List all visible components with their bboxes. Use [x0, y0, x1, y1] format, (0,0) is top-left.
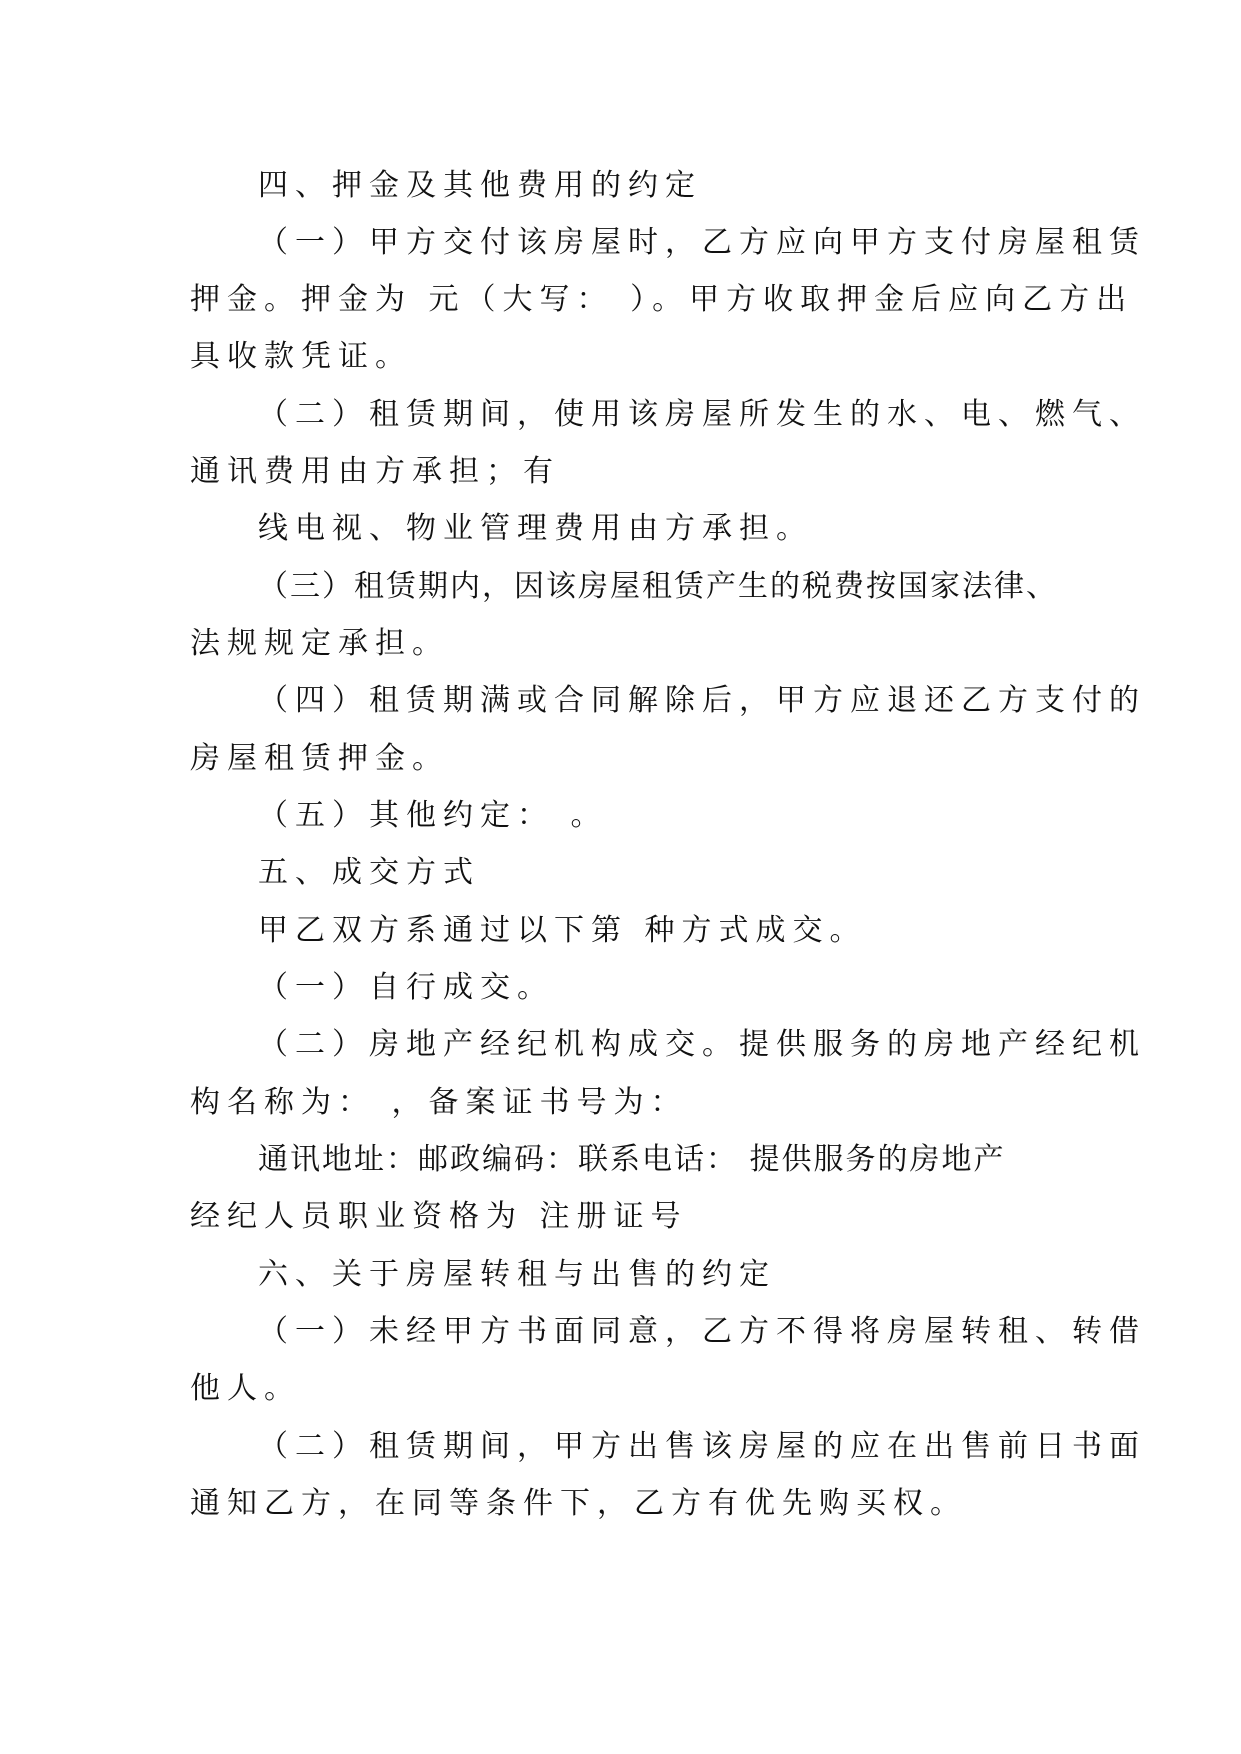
paragraph-line: （二）租赁期间，使用该房屋所发生的水、电、燃气、: [258, 397, 1146, 432]
paragraph-line: 通知乙方，在同等条件下，乙方有优先购买权。: [190, 1486, 967, 1521]
paragraph-line: 法规规定承担。: [190, 626, 449, 661]
paragraph-line: （四）租赁期满或合同解除后，甲方应退还乙方支付的: [258, 683, 1146, 718]
paragraph-line: （一）未经甲方书面同意，乙方不得将房屋转租、转借: [258, 1314, 1146, 1349]
paragraph-line: 房屋租赁押金。: [190, 741, 449, 776]
paragraph-line: （二）租赁期间，甲方出售该房屋的应在出售前日书面: [258, 1429, 1146, 1464]
section-heading-transaction: 五、成交方式: [258, 855, 480, 890]
paragraph-line: 通讯费用由方承担；有: [190, 454, 560, 489]
paragraph-line: （二）房地产经纪机构成交。提供服务的房地产经纪机: [258, 1027, 1146, 1062]
paragraph-line: 经纪人员职业资格为 注册证号: [190, 1199, 688, 1234]
paragraph-line: 甲乙双方系通过以下第 种方式成交。: [258, 913, 867, 948]
paragraph-line: （一）自行成交。: [258, 970, 554, 1005]
paragraph-line: （一）甲方交付该房屋时，乙方应向甲方支付房屋租赁: [258, 225, 1146, 260]
section-heading-sublease: 六、关于房屋转租与出售的约定: [258, 1257, 776, 1292]
paragraph-line: 押金。押金为 元（大写： ）。甲方收取押金后应向乙方出: [190, 282, 1134, 317]
paragraph-line: 构名称为： ，备案证书号为：: [190, 1085, 688, 1120]
paragraph-line: 通讯地址：邮政编码：联系电话： 提供服务的房地产: [258, 1142, 1006, 1177]
paragraph-line: （五）其他约定： 。: [258, 798, 608, 833]
paragraph-line: 线电视、物业管理费用由方承担。: [258, 511, 813, 546]
section-heading-deposit: 四、押金及其他费用的约定: [258, 168, 702, 203]
paragraph-line: （三）租赁期内，因该房屋租赁产生的税费按国家法律、: [258, 569, 1058, 604]
paragraph-line: 他人。: [190, 1371, 301, 1406]
paragraph-line: 具收款凭证。: [190, 339, 412, 374]
